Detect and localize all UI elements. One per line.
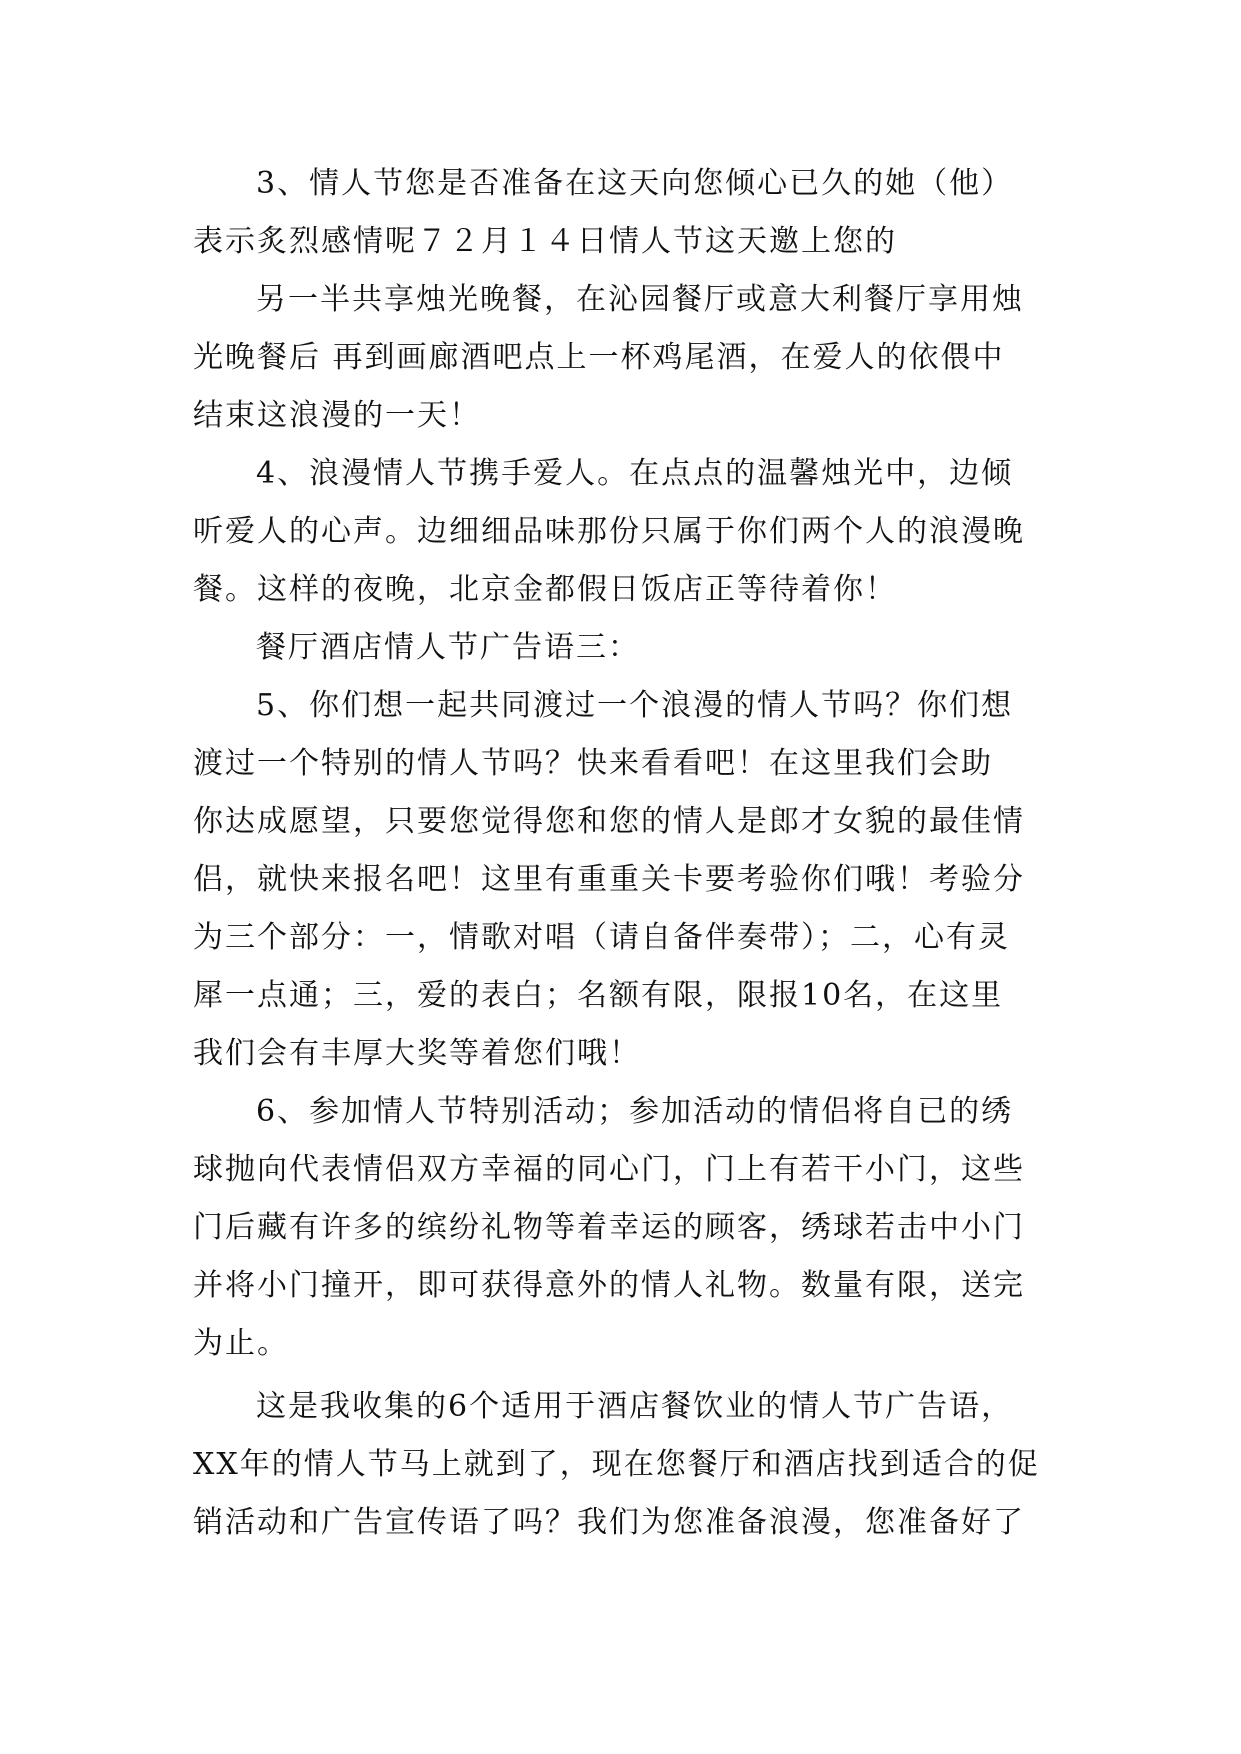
text-line-3: 另一半共享烛光晚餐，在沁园餐厅或意大利餐厅享用烛 xyxy=(256,282,1024,317)
text-line-6: 4、浪漫情人节携手爱人。在点点的温馨烛光中，边倾 xyxy=(256,456,1014,491)
text-line-13: 侣，就快来报名吧！这里有重重关卡要考验你们哦！考验分 xyxy=(193,862,1025,897)
text-line-9: 餐厅酒店情人节广告语三： xyxy=(256,630,640,665)
text-line-24: 销活动和广告宣传语了吗？我们为您准备浪漫，您准备好了 xyxy=(193,1505,1025,1540)
text-line-12: 你达成愿望，只要您觉得您和您的情人是郎才女貌的最佳情 xyxy=(193,804,1025,839)
text-line-18: 球抛向代表情侣双方幸福的同心门，门上有若干小门，这些 xyxy=(193,1152,1025,1187)
text-line-7: 听爱人的心声。边细细品味那份只属于你们两个人的浪漫晚 xyxy=(193,514,1025,549)
text-line-2: 表示炙烈感情呢７２月１４日情人节这天邀上您的 xyxy=(193,224,897,259)
text-line-22: 这是我收集的6个适用于酒店餐饮业的情人节广告语， xyxy=(256,1389,1014,1424)
text-line-17: 6、参加情人节特别活动；参加活动的情侣将自已的绣 xyxy=(256,1094,1014,1129)
text-line-14: 为三个部分：一，情歌对唱（请自备伴奏带）；二，心有灵 xyxy=(193,920,1010,955)
text-line-11: 渡过一个特别的情人节吗？快来看看吧！在这里我们会助 xyxy=(193,746,993,781)
text-line-15: 犀一点通；三，爱的表白；名额有限，限报10名，在这里 xyxy=(193,978,1004,1013)
text-line-5: 结束这浪漫的一天！ xyxy=(193,398,481,433)
text-line-8: 餐。这样的夜晚，北京金都假日饭店正等待着你！ xyxy=(193,572,897,607)
text-line-4: 光晚餐后 再到画廊酒吧点上一杯鸡尾酒，在爱人的依偎中 xyxy=(193,340,1005,375)
text-line-16: 我们会有丰厚大奖等着您们哦！ xyxy=(193,1036,641,1071)
text-line-23: XX年的情人节马上就到了，现在您餐厅和酒店找到适合的促 xyxy=(193,1447,1040,1482)
text-line-10: 5、你们想一起共同渡过一个浪漫的情人节吗？你们想 xyxy=(256,688,1014,723)
text-line-19: 门后藏有许多的缤纷礼物等着幸运的顾客，绣球若击中小门 xyxy=(193,1210,1025,1245)
text-line-21: 为止。 xyxy=(193,1326,289,1361)
text-line-20: 并将小门撞开，即可获得意外的情人礼物。数量有限，送完 xyxy=(193,1268,1025,1303)
text-line-1: 3、情人节您是否准备在这天向您倾心已久的她（他） xyxy=(256,166,1014,201)
